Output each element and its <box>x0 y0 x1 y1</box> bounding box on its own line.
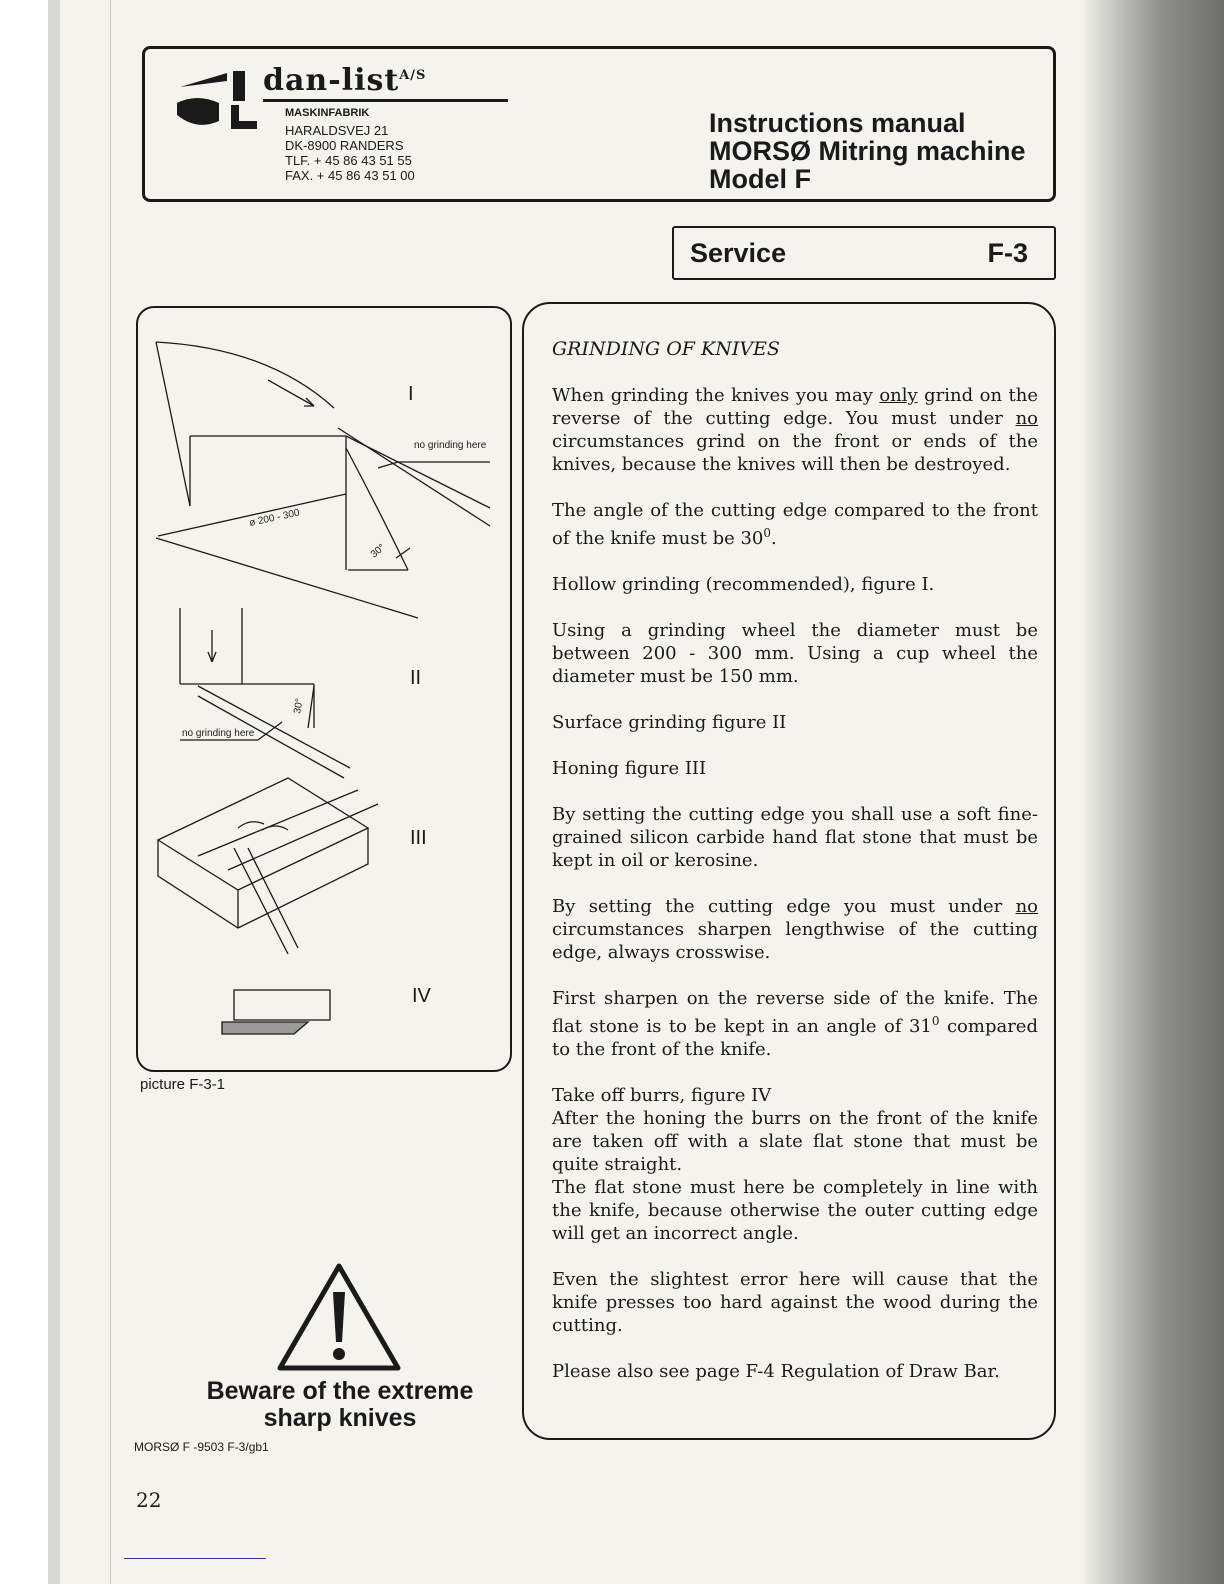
address-phone: TLF. + 45 86 43 51 55 <box>285 153 412 168</box>
figure-label-3: III <box>410 827 427 849</box>
paragraph-reverse-side: First sharpen on the reverse side of the knife. The flat stone is to be kept in an angle of $31^0$ compared to the front of the knife. <box>552 988 1038 1060</box>
paragraph-hollow-grinding: Hollow grinding (recommended), figure I. <box>552 574 935 595</box>
underlined-no: no <box>1015 408 1038 429</box>
warning-line-2: sharp knives <box>263 1404 417 1432</box>
binding-strip <box>48 0 60 1584</box>
paragraph-honing: Honing figure III <box>552 758 707 779</box>
no-grinding-label-1: no grinding here <box>414 440 487 451</box>
manual-title <box>709 109 1026 193</box>
page-edge-line <box>110 0 111 1584</box>
section-title: GRINDING OF KNIVES <box>552 338 780 360</box>
warning-line-1: Beware of the extreme <box>206 1377 474 1405</box>
warning-triangle-icon <box>276 1262 402 1372</box>
underlined-only: only <box>879 385 918 406</box>
grinding-diagram <box>138 308 510 1070</box>
figure-label-1: I <box>408 383 414 405</box>
underlined-no-2: no <box>1015 896 1038 917</box>
figure-box <box>136 306 512 1072</box>
title-line-2: MORSØ Mitring machine <box>709 136 1026 166</box>
logo-underline <box>263 99 508 102</box>
address-city: DK-8900 RANDERS <box>285 138 404 153</box>
paragraph-burrs-title: Take off burrs, figure IV <box>552 1085 772 1106</box>
figure-1-drawing <box>156 342 490 618</box>
paragraph-flat-stone: By setting the cutting edge you shall use a soft fine-grained silicon carbide hand flat stone that must be kept in oil or kerosine. <box>552 804 1038 871</box>
figure-label-2: II <box>410 667 422 689</box>
superscript-2: 0 <box>931 1014 940 1028</box>
instructions-content <box>552 338 1038 1406</box>
page-margin-left <box>0 0 50 1584</box>
company-address <box>285 123 415 183</box>
logo-subtitle: MASKINFABRIK <box>285 107 370 119</box>
diameter-label: ø 200 - 300 <box>248 507 301 529</box>
logo-suffix: A/S <box>399 68 427 83</box>
paragraph-burrs: After the honing the burrs on the front of the knife are taken off with a slate flat stone that must be quite straight. <box>552 1108 1038 1175</box>
instructions-box <box>522 302 1056 1440</box>
paragraph-error: Even the slightest error here will cause that the knife presses too hard against the wood during the cutting. <box>552 1269 1038 1336</box>
paragraph-angle: The angle of the cutting edge compared to the front of the knife must be $30^0$. <box>552 500 1038 549</box>
title-line-3: Model F <box>709 164 811 194</box>
figure-caption: picture F-3-1 <box>140 1076 226 1093</box>
paragraph-in-line: The flat stone must here be completely in line with the knife, because otherwise the outer cutting edge will get an incorrect angle. <box>552 1177 1038 1244</box>
footer-rule <box>124 1558 266 1559</box>
document-reference: MORSØ F -9503 F-3/gb1 <box>134 1440 269 1454</box>
address-street: HARALDSVEJ 21 <box>285 123 389 138</box>
page-number: 22 <box>136 1488 162 1512</box>
figure-2-drawing <box>180 608 350 778</box>
header-box <box>142 46 1056 202</box>
figure-3-drawing <box>158 778 378 954</box>
angle-label-1: 30° <box>368 542 388 561</box>
company-logo <box>175 59 485 199</box>
title-line-1: Instructions manual <box>709 108 966 138</box>
figure-label-4: IV <box>412 985 431 1007</box>
section-label: Service <box>690 238 787 268</box>
address-fax: FAX. + 45 86 43 51 00 <box>285 168 415 183</box>
section-code: F-3 <box>987 238 1028 268</box>
paragraph-surface-grinding: Surface grinding figure II <box>552 712 787 733</box>
logo-mark-icon <box>175 63 265 133</box>
section-box <box>672 226 1056 280</box>
superscript: 0 <box>763 526 772 540</box>
paragraph-only-reverse: When grinding the knives you may only grind on the reverse of the cutting edge. You must under no circumstances grind on the front or ends of the knives, because the knives will then be destroyed. <box>552 385 1038 475</box>
warning-text <box>180 1378 500 1432</box>
figure-4-drawing <box>222 990 330 1034</box>
logo-wordmark: dan-list$^{A/S}$ <box>263 63 427 98</box>
paragraph-crosswise: By setting the cutting edge you must under no circumstances sharpen lengthwise of the cutting edge, always crosswise. <box>552 896 1038 963</box>
scan-shadow <box>1084 0 1224 1584</box>
paragraph-see-page: Please also see page F-4 Regulation of Draw Bar. <box>552 1361 1000 1382</box>
angle-label-2: 30° <box>292 697 306 715</box>
no-grinding-label-2: no grinding here <box>182 728 255 739</box>
paragraph-wheel-diameter: Using a grinding wheel the diameter must be between 200 - 300 mm. Using a cup wheel the diameter must be 150 mm. <box>552 620 1038 687</box>
